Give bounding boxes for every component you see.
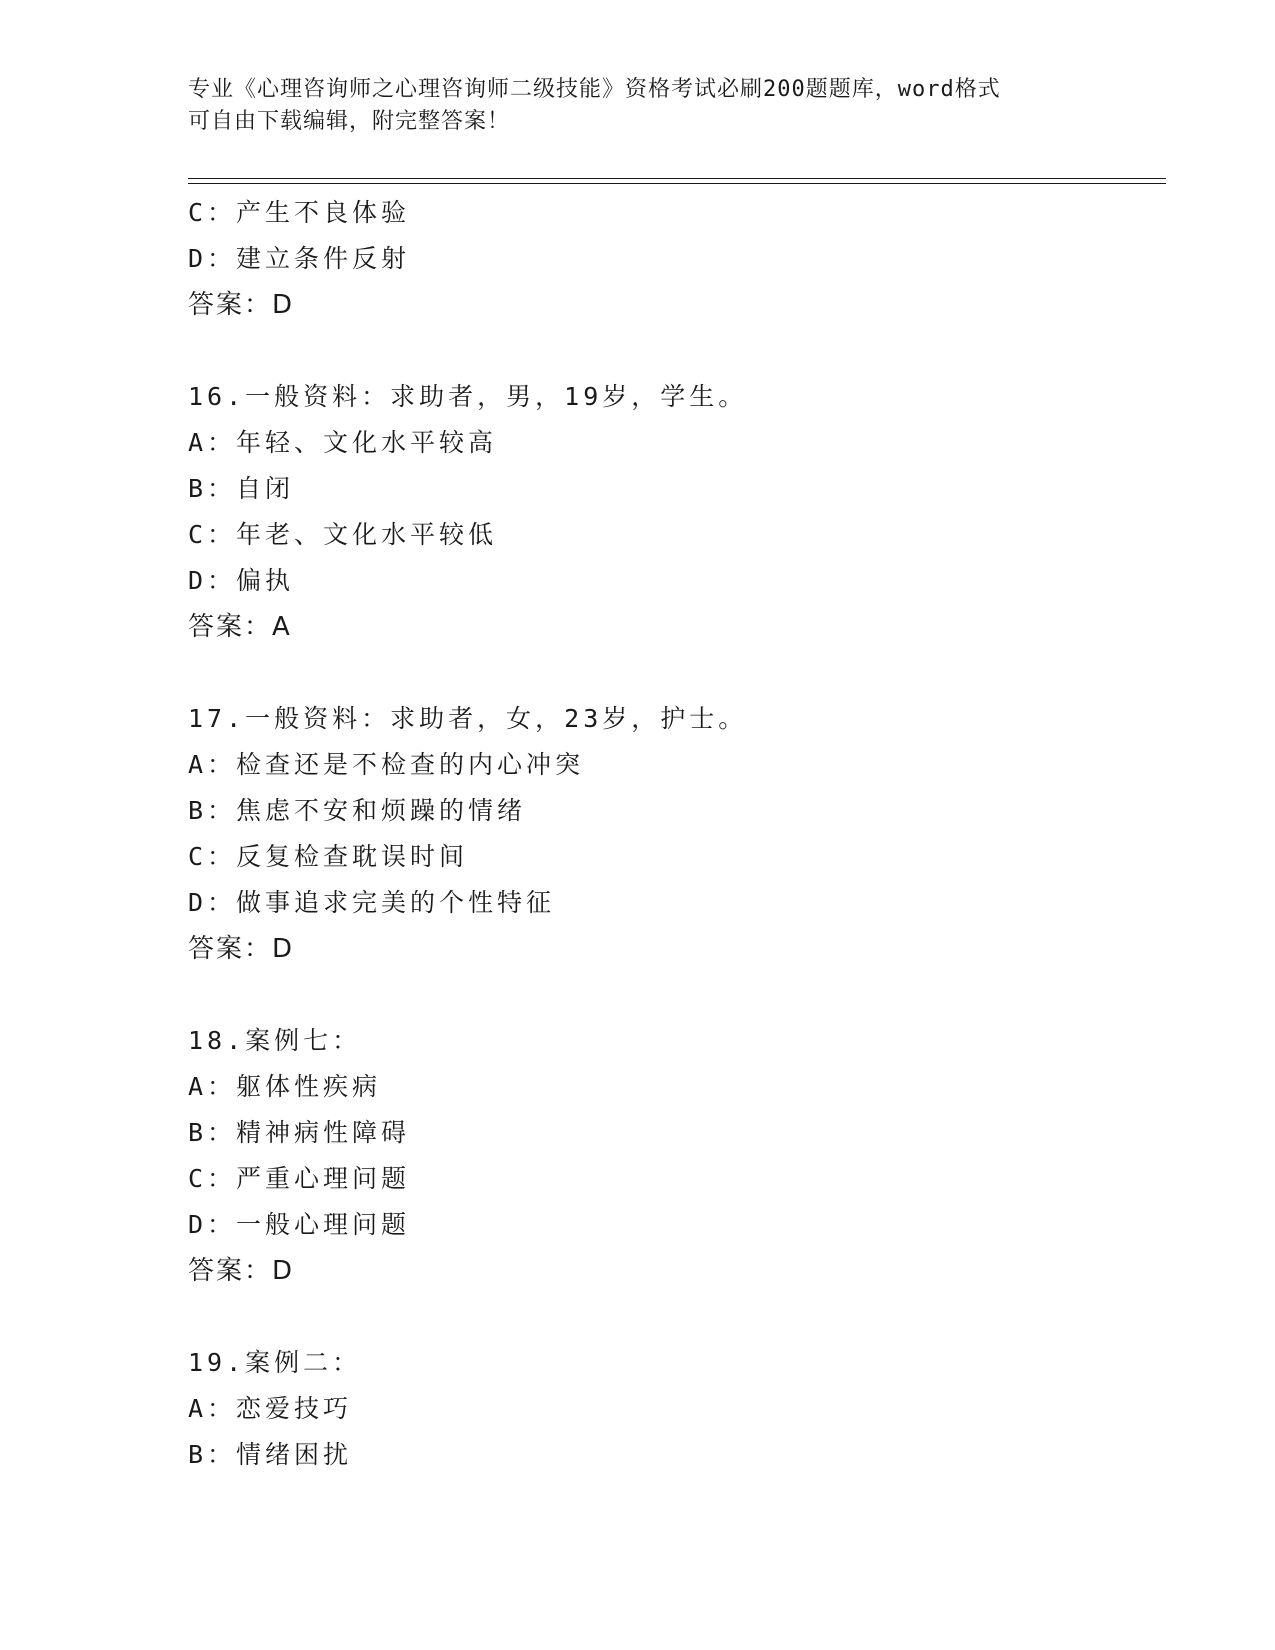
answer-label: 答案：D <box>188 934 295 964</box>
question-list <box>188 190 1168 1478</box>
spacer <box>188 1294 1168 1340</box>
header-divider-bottom <box>188 183 1166 184</box>
question-block-16 <box>188 374 1168 650</box>
option-c: C：产生不良体验 <box>188 198 411 227</box>
header-title-line-2: 可自由下载编辑，附完整答案！ <box>188 109 511 134</box>
option-c: C：年老、文化水平较低 <box>188 520 498 549</box>
question-stem: 16.一般资料：求助者，男，19岁，学生。 <box>188 382 748 411</box>
question-block-18 <box>188 1018 1168 1294</box>
option-b: B：情绪困扰 <box>188 1440 353 1469</box>
answer-label: 答案：D <box>188 290 295 320</box>
option-d: D：一般心理问题 <box>188 1210 411 1239</box>
spacer <box>188 650 1168 696</box>
answer-label: 答案：A <box>188 612 292 642</box>
option-a: A：恋爱技巧 <box>188 1394 353 1423</box>
option-b: B：焦虑不安和烦躁的情绪 <box>188 796 527 825</box>
question-block-17 <box>188 696 1168 972</box>
document-header <box>188 74 1088 138</box>
option-b: B：自闭 <box>188 474 295 503</box>
question-block-19 <box>188 1340 1168 1478</box>
option-c: C：反复检查耽误时间 <box>188 842 469 871</box>
question-stem: 19.案例二： <box>188 1348 362 1377</box>
option-c: C：严重心理问题 <box>188 1164 411 1193</box>
option-d: D：偏执 <box>188 566 295 595</box>
answer-label: 答案：D <box>188 1256 295 1286</box>
question-stem: 18.案例七： <box>188 1026 362 1055</box>
question-block-15 <box>188 190 1168 328</box>
option-a: A：检查还是不检查的内心冲突 <box>188 750 585 779</box>
spacer <box>188 972 1168 1018</box>
option-d: D：建立条件反射 <box>188 244 411 273</box>
option-a: A：躯体性疾病 <box>188 1072 382 1101</box>
question-stem: 17.一般资料：求助者，女，23岁，护士。 <box>188 704 748 733</box>
spacer <box>188 328 1168 374</box>
option-d: D：做事追求完美的个性特征 <box>188 888 556 917</box>
header-title-line-1: 专业《心理咨询师之心理咨询师二级技能》资格考试必刷200题题库，word格式 <box>188 77 1001 102</box>
option-b: B：精神病性障碍 <box>188 1118 411 1147</box>
header-divider-top <box>188 178 1166 179</box>
option-a: A：年轻、文化水平较高 <box>188 428 498 457</box>
